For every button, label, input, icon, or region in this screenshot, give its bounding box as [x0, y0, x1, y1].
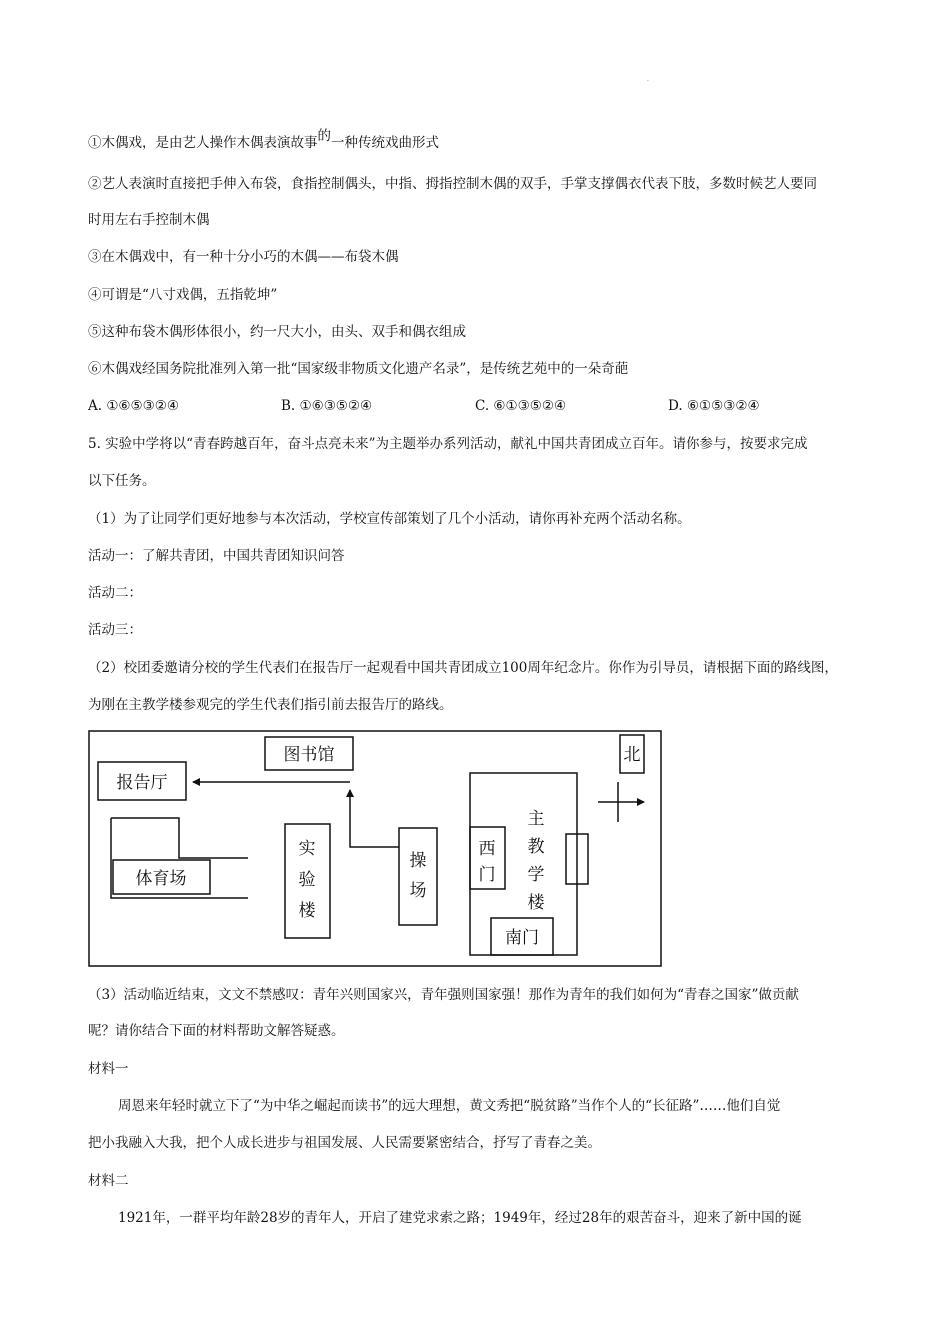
item-1-text-b: 一种传统戏曲形式: [331, 135, 439, 151]
main-building-char-4: 楼: [527, 893, 545, 913]
header-mark: .: [647, 76, 649, 83]
playground-char-2: 场: [409, 881, 427, 901]
activity-2: 活动二：: [88, 585, 142, 601]
part-2-prompt-line-2: 为刚在主教学楼参观完的学生代表们指引前去报告厅的路线。: [88, 697, 453, 713]
map-border: [89, 731, 661, 966]
route-arrow-up: [350, 790, 399, 847]
material-1-line-2: 把小我融入大我，把个人成长进步与祖国发展、人民需要紧密结合，抒写了青春之美。: [88, 1135, 601, 1151]
route-map: [88, 730, 663, 968]
main-building-char-3: 学: [527, 865, 545, 885]
activity-3: 活动三：: [88, 622, 142, 638]
item-1-superscript: 的: [317, 128, 331, 144]
question-5-intro-line-1: 5. 实验中学将以“青春跨越百年，奋斗点亮未来”为主题举办系列活动，献礼中国共青团成立百年。请你参与，按要求完成: [88, 436, 808, 452]
material-1-title: 材料一: [88, 1061, 129, 1077]
west-gate-char-2: 门: [478, 865, 496, 885]
material-2-title: 材料二: [88, 1173, 129, 1189]
library-label: 图书馆: [283, 745, 335, 765]
stadium-label: 体育场: [135, 869, 187, 889]
lab-char-2: 验: [298, 870, 316, 890]
item-2-line-2: 时用左右手控制木偶: [88, 212, 210, 228]
option-c[interactable]: C. ⑥①③⑤②④: [475, 398, 567, 414]
north-label: 北: [623, 745, 641, 765]
playground-box: [399, 828, 437, 925]
option-a[interactable]: A. ①⑥⑤③②④: [88, 398, 179, 414]
item-2-line-1: ②艺人表演时直接把手伸入布袋，食指控制偶头，中指、拇指控制木偶的双手，手掌支撑偶衣代表下肢，多数时候艺人要同: [88, 176, 817, 192]
west-gate-char-1: 西: [478, 839, 496, 859]
south-gate-label: 南门: [505, 928, 539, 948]
stadium-outline: [111, 818, 248, 858]
main-building-char-2: 教: [527, 837, 545, 857]
question-5-intro-line-2: 以下任务。: [88, 473, 156, 489]
item-6: ⑥木偶戏经国务院批准列入第一批“国家级非物质文化遗产名录”，是传统艺苑中的一朵奇葩: [88, 361, 629, 377]
activity-1: 活动一：了解共青团，中国共青团知识问答: [88, 548, 345, 564]
item-4: ④可谓是“八寸戏偶，五指乾坤”: [88, 287, 278, 303]
part-1-prompt: （1）为了让同学们更好地参与本次活动，学校宣传部策划了几个小活动，请你再补充两个活动名称。: [88, 511, 691, 527]
item-1: [88, 128, 439, 152]
part-2-prompt-line-1: （2）校团委邀请分校的学生代表们在报告厅一起观看中国共青团成立100周年纪念片。你作为引导员，请根据下面的路线图，: [88, 660, 838, 676]
option-d[interactable]: D. ⑥①⑤③②④: [668, 398, 760, 414]
item-1-text-a: ①木偶戏，是由艺人操作木偶表演故事: [88, 135, 318, 151]
part-3-prompt-line-1: （3）活动临近结束，文文不禁感叹：青年兴则国家兴，青年强则国家强！那作为青年的我们如何为“青春之国家”做贡献: [88, 987, 799, 1003]
material-2-line-1: 1921年，一群平均年龄28岁的青年人，开启了建党求索之路；1949年，经过28年的艰苦奋斗，迎来了新中国的诞: [118, 1210, 802, 1226]
option-b[interactable]: B. ①⑥③⑤②④: [281, 398, 373, 414]
material-1-line-1: 周恩来年轻时就立下了“为中华之崛起而读书”的远大理想，黄文秀把“脱贫路”当作个人的“长征路”……他们自觉: [118, 1098, 781, 1114]
part-3-prompt-line-2: 呢？请你结合下面的材料帮助文解答疑惑。: [88, 1023, 345, 1039]
item-3: ③在木偶戏中，有一种十分小巧的木偶——布袋木偶: [88, 249, 399, 265]
playground-char-1: 操: [409, 851, 427, 871]
item-5: ⑤这种布袋木偶形体很小，约一尺大小，由头、双手和偶衣组成: [88, 324, 466, 340]
main-building-char-1: 主: [527, 809, 545, 829]
lecture-hall-label: 报告厅: [116, 773, 168, 793]
lab-char-1: 实: [298, 839, 316, 859]
lab-char-3: 楼: [298, 901, 316, 921]
